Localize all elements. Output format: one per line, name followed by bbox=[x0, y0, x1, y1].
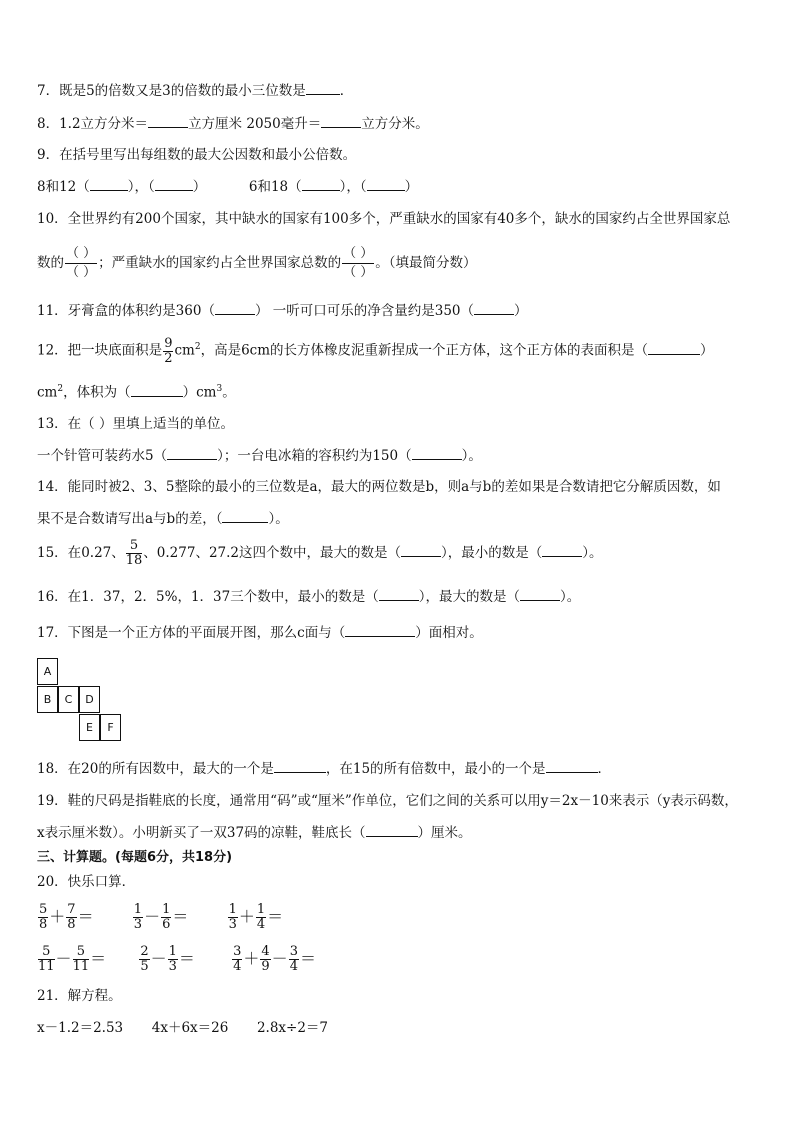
question-10: 10．全世界约有200个国家，其中缺水的国家有100多个，严重缺水的国家有40多个，缺水的国家约占全世界国家总 bbox=[37, 211, 731, 227]
question-9: 9．在括号里写出每组数的最大公因数和最小公倍数。 bbox=[37, 147, 357, 163]
fraction-answer[interactable]: （ ） （ ） bbox=[343, 246, 374, 280]
net-face-a: A bbox=[37, 658, 58, 685]
answer-blank[interactable] bbox=[148, 115, 188, 128]
question-16: 16．在1．37，2．5%，1．37三个数中，最小的数是（ ），最大的数是（ ）。 bbox=[37, 589, 581, 605]
answer-blank[interactable] bbox=[520, 588, 560, 601]
question-9-groups: 8和12（ ），（ ） 6和18（ ），（ ） bbox=[37, 179, 419, 195]
question-17: 17．下图是一个正方体的平面展开图，那么c面与（ ）面相对。 bbox=[37, 625, 483, 641]
net-face-e: E bbox=[79, 714, 100, 741]
answer-blank[interactable] bbox=[412, 447, 462, 460]
equation-2: 4x＋6x＝26 bbox=[151, 1020, 229, 1036]
cube-net-diagram bbox=[37, 658, 127, 744]
net-face-f: F bbox=[100, 714, 121, 741]
answer-blank[interactable] bbox=[379, 588, 419, 601]
question-18: 18．在20的所有因数中，最大的一个是 ，在15的所有倍数中，最小的一个是 ． bbox=[37, 761, 612, 777]
question-11: 11．牙膏盒的体积约是360（ ） 一听可口可乐的净含量约是350（ ） bbox=[37, 303, 528, 319]
question-8: 8．1.2立方分米＝ 立方厘米 2050毫升＝ 立方分米。 bbox=[37, 116, 429, 132]
fraction-answer[interactable]: （ ） （ ） bbox=[66, 246, 97, 280]
expr: $\frac{3}{4}$ ＋ $\frac{4}{9}$ － $\frac{3}{4}$ ＝ bbox=[233, 944, 316, 974]
section-heading-calculation: 三、计算题。(每题6分，共18分) bbox=[37, 850, 233, 865]
question-21: 21．解方程。 bbox=[37, 988, 122, 1004]
repeating-decimal: 0.27 bbox=[81, 545, 112, 561]
question-12-line2: $cm^2$，体积为（ ）$cm^3$。 bbox=[37, 384, 236, 401]
fraction: $\frac{9}{2}$ bbox=[164, 335, 173, 366]
answer-blank[interactable] bbox=[546, 760, 598, 773]
expr: $\frac{1}{3}$ ＋ $\frac{1}{4}$ ＝ bbox=[228, 902, 284, 932]
expr: $\frac{1}{3}$ － $\frac{1}{6}$ ＝ bbox=[133, 902, 189, 932]
net-face-d: D bbox=[79, 686, 100, 713]
question-19: 19．鞋的尺码是指鞋底的长度，通常用“码”或“厘米”作单位，它们之间的关系可以用y＝2x－10来表示（y表示码数， bbox=[37, 793, 738, 809]
net-face-c: C bbox=[58, 686, 79, 713]
expr: $\frac{2}{5}$ － $\frac{1}{3}$ ＝ bbox=[140, 944, 195, 974]
answer-blank[interactable] bbox=[648, 342, 700, 355]
answer-blank[interactable] bbox=[345, 624, 415, 637]
answer-blank[interactable] bbox=[215, 302, 255, 315]
mental-math-row-2 bbox=[37, 940, 316, 978]
net-face-b: B bbox=[37, 686, 58, 713]
answer-blank[interactable] bbox=[306, 82, 340, 95]
answer-blank[interactable] bbox=[366, 824, 418, 837]
fraction: $\frac{5}{18}$ bbox=[125, 538, 143, 568]
expr: $\frac{5}{8}$ ＋ $\frac{7}{8}$ ＝ bbox=[39, 902, 94, 932]
question-12: 12．把一块底面积是 $\frac{9}{2}$ $cm^2$，高是6cm的长方体橡皮泥重新捏成一个正方体，这个正方体的表面积是（ ） bbox=[37, 335, 714, 366]
equation-1: x－1.2＝2.53 bbox=[37, 1020, 124, 1036]
question-19-line2: x表示厘米数）。小明新买了一双37码的凉鞋，鞋底长（ ）厘米。 bbox=[37, 825, 472, 841]
equations-row bbox=[37, 1019, 328, 1037]
question-10-line2: 数的 （ ） （ ） ；严重缺水的国家约占全世界国家总数的 （ ） （ ） 。（填最简分数） bbox=[37, 246, 477, 280]
answer-blank[interactable] bbox=[131, 384, 183, 397]
mental-math-row-1 bbox=[37, 898, 283, 936]
repeating-digit: 7 bbox=[111, 589, 121, 605]
question-14: 14．能同时被2、3、5整除的最小的三位数是a，最大的两位数是b，则a与b的差如果是合数请把它分解质因数，如 bbox=[37, 479, 721, 495]
answer-blank[interactable] bbox=[367, 178, 405, 191]
question-14-line2: 果不是合数请写出a与b的差，（ ）。 bbox=[37, 511, 289, 527]
equation-3: 2.8x÷2＝7 bbox=[256, 1020, 329, 1036]
answer-blank[interactable] bbox=[155, 178, 193, 191]
question-7: 7．既是5的倍数又是3的倍数的最小三位数是 ． bbox=[37, 83, 354, 99]
answer-blank[interactable] bbox=[542, 544, 582, 557]
question-20: 20．快乐口算． bbox=[37, 874, 136, 890]
answer-blank[interactable] bbox=[167, 447, 217, 460]
question-15: 15．在0.27、 $\frac{5}{18}$ 、0.277、27.2这四个数中，最大的数是（ ），最小的数是（ ）。 bbox=[37, 538, 603, 568]
answer-blank[interactable] bbox=[274, 760, 326, 773]
answer-blank[interactable] bbox=[90, 178, 128, 191]
question-13-line2: 一个针管可装药水5（ ）；一台电冰箱的容积约为150（ ）。 bbox=[37, 448, 482, 464]
answer-blank[interactable] bbox=[302, 178, 340, 191]
expr: $\frac{5}{11}$ － $\frac{5}{11}$ ＝ bbox=[38, 944, 107, 974]
question-13: 13．在（ ）里填上适当的单位。 bbox=[37, 416, 234, 432]
answer-blank[interactable] bbox=[474, 302, 514, 315]
answer-blank[interactable] bbox=[222, 510, 268, 523]
answer-blank[interactable] bbox=[401, 544, 441, 557]
answer-blank[interactable] bbox=[321, 115, 361, 128]
